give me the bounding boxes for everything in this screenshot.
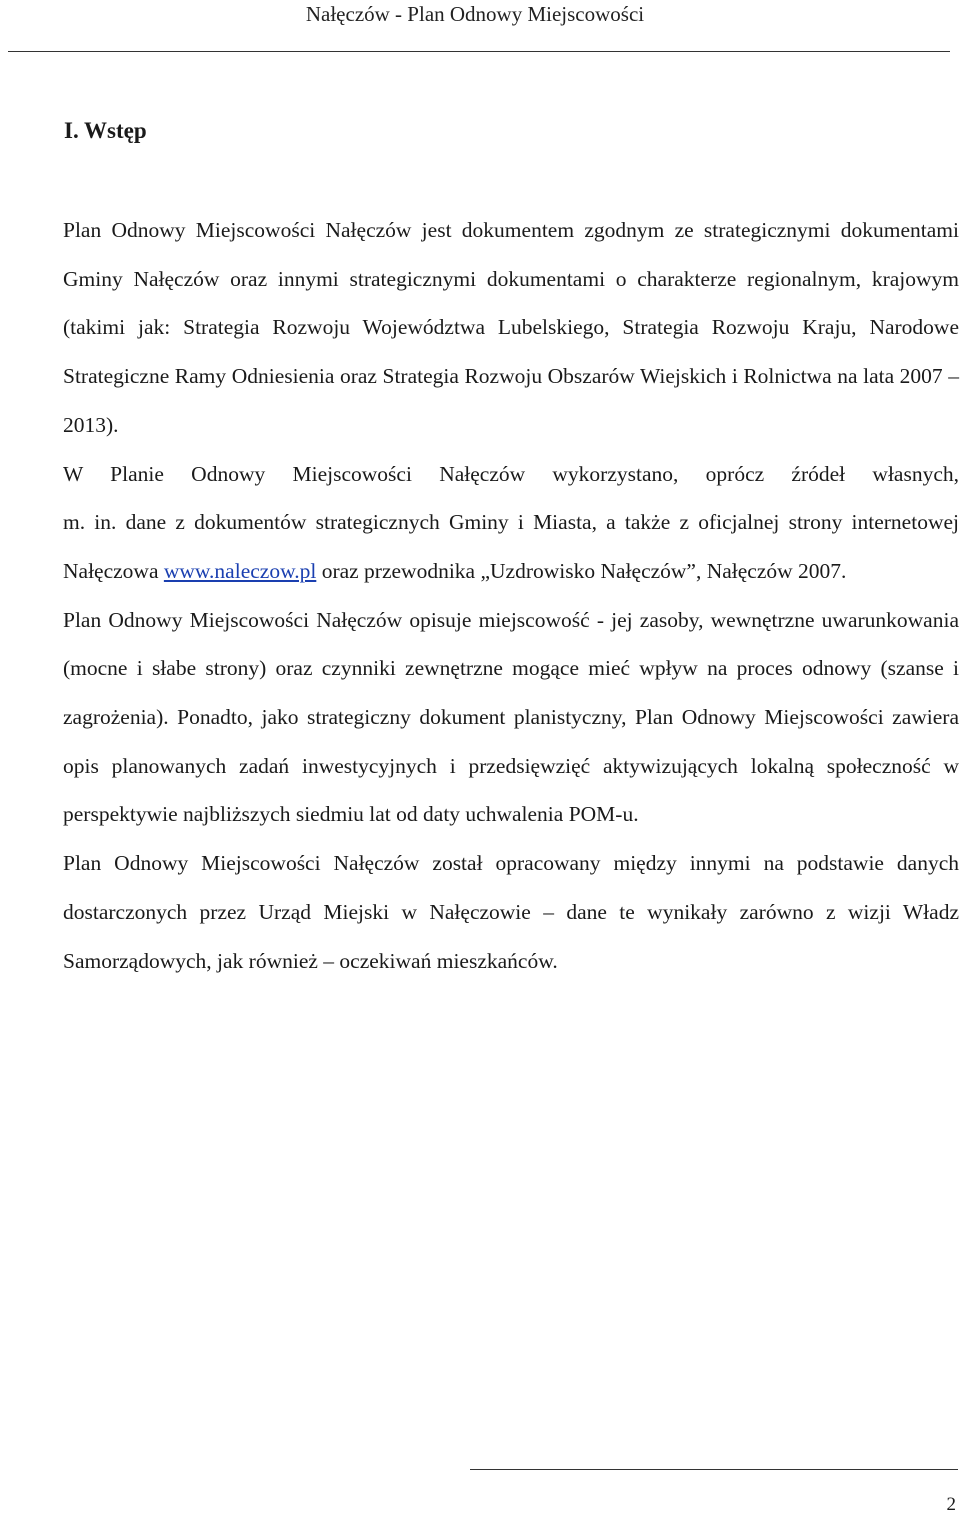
header-divider [8, 51, 950, 52]
paragraph-intro: Plan Odnowy Miejscowości Nałęczów jest dokumentem zgodnym ze strategicznymi dokumentami Gminy Nałęczów oraz innymi strategicznymi dokumentami o charakterze regionalnym, krajowym (takimi jak: Strategia Rozwoju Województwa Lubelskiego, Strategia Rozwoju Kraju, Narodowe Strategiczne Ramy Odniesienia oraz Strategia Rozwoju Obszarów Wiejskich i Rolnictwa na lata 2007 – 2013). [63, 218, 959, 437]
section-heading: I. Wstęp [64, 118, 147, 143]
running-header: Nałęczów - Plan Odnowy Miejscowości [305, 2, 645, 26]
website-link[interactable]: www.naleczow.pl [163, 558, 317, 583]
document-body [63, 206, 959, 985]
page-number: 2 [946, 1494, 956, 1515]
paragraph-sources-rest: oraz przewodnika „Uzdrowisko Nałęczów”, Nałęczów 2007. [321, 558, 847, 583]
paragraph-sources-text: m. in. dane z dokumentów strategicznych Gminy i Miasta, a także z oficjalnej strony internetowej Nałęczowa [63, 510, 959, 583]
paragraph-sources-line: W Planie Odnowy Miejscowości Nałęczów wykorzystano, oprócz źródeł własnych, [63, 461, 959, 486]
footnote-divider [470, 1469, 958, 1470]
paragraph-description: Plan Odnowy Miejscowości Nałęczów opisuje miejscowość - jej zasoby, wewnętrzne uwarunkowania (mocne i słabe strony) oraz czynniki zewnętrzne mogące mieć wpływ na proces odnowy (szanse i zagrożenia). Ponadto, jako strategiczny dokument planistyczny, Plan Odnowy Miejscowości zawiera opis planowanych zadań inwestycyjnych i przedsięwzięć aktywizujących lokalną społeczność w perspektywie najbliższych siedmiu lat od daty uchwalenia POM-u. [63, 607, 959, 827]
paragraph-sources [63, 498, 959, 595]
paragraph-preparation: Plan Odnowy Miejscowości Nałęczów został opracowany między innymi na podstawie danych dostarczonych przez Urząd Miejski w Nałęczowie – dane te wynikały zarówno z wizji Władz Samorządowych, jak również – oczekiwań mieszkańców. [63, 851, 959, 973]
